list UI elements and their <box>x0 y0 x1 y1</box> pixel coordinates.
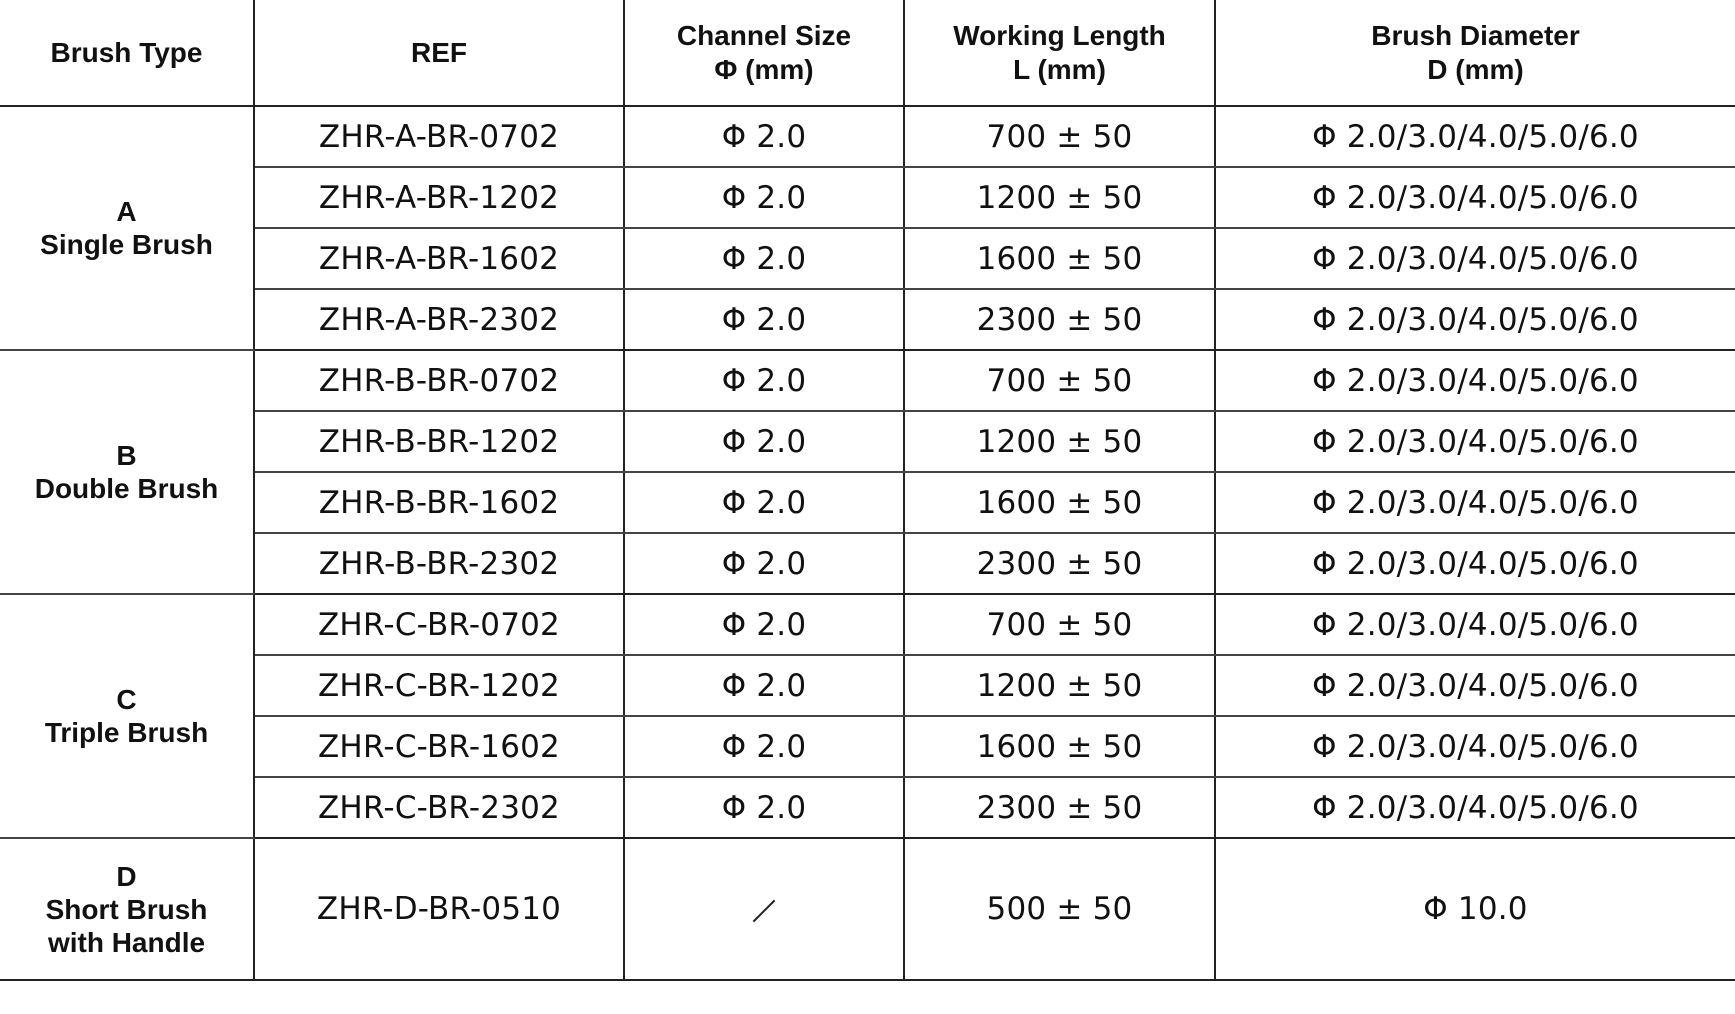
ref-cell: ZHR-B-BR-1602 <box>254 472 624 533</box>
brush-diameter-cell: Φ 2.0/3.0/4.0/5.0/6.0 <box>1215 106 1735 167</box>
brush-diameter-cell: Φ 2.0/3.0/4.0/5.0/6.0 <box>1215 228 1735 289</box>
brush-diameter-cell: Φ 2.0/3.0/4.0/5.0/6.0 <box>1215 289 1735 350</box>
ref-cell: ZHR-A-BR-0702 <box>254 106 624 167</box>
table-row <box>0 838 1735 980</box>
header-channel-size: Channel Size Φ (mm) <box>624 0 904 106</box>
brush-type-cell-b: B Double Brush <box>0 350 254 594</box>
header-ref: REF <box>254 0 624 106</box>
table-row <box>0 228 1735 289</box>
working-length-cell: 1200 ± 50 <box>904 655 1215 716</box>
brush-diameter-cell: Φ 2.0/3.0/4.0/5.0/6.0 <box>1215 472 1735 533</box>
brush-diameter-cell: Φ 2.0/3.0/4.0/5.0/6.0 <box>1215 533 1735 594</box>
table-row <box>0 594 1735 655</box>
working-length-cell: 2300 ± 50 <box>904 289 1215 350</box>
ref-cell: ZHR-C-BR-2302 <box>254 777 624 838</box>
working-length-cell: 2300 ± 50 <box>904 533 1215 594</box>
table-row <box>0 716 1735 777</box>
brush-diameter-cell: Φ 2.0/3.0/4.0/5.0/6.0 <box>1215 594 1735 655</box>
brush-diameter-cell: Φ 2.0/3.0/4.0/5.0/6.0 <box>1215 655 1735 716</box>
ref-cell: ZHR-C-BR-1202 <box>254 655 624 716</box>
channel-size-cell <box>624 838 904 980</box>
ref-cell: ZHR-A-BR-1202 <box>254 167 624 228</box>
working-length-cell: 1600 ± 50 <box>904 228 1215 289</box>
channel-size-cell: Φ 2.0 <box>624 411 904 472</box>
channel-size-cell: Φ 2.0 <box>624 716 904 777</box>
ref-cell: ZHR-D-BR-0510 <box>254 838 624 980</box>
working-length-cell: 1200 ± 50 <box>904 167 1215 228</box>
header-working-length: Working Length L (mm) <box>904 0 1215 106</box>
slash-mark <box>753 899 776 922</box>
table-row <box>0 411 1735 472</box>
working-length-cell: 1600 ± 50 <box>904 716 1215 777</box>
table-body <box>0 106 1735 980</box>
channel-size-cell: Φ 2.0 <box>624 228 904 289</box>
header-brush-type: Brush Type <box>0 0 254 106</box>
brush-type-cell-d: D Short Brush with Handle <box>0 838 254 980</box>
table-row <box>0 167 1735 228</box>
working-length-cell: 1200 ± 50 <box>904 411 1215 472</box>
working-length-cell: 1600 ± 50 <box>904 472 1215 533</box>
brush-diameter-cell: Φ 2.0/3.0/4.0/5.0/6.0 <box>1215 716 1735 777</box>
table-row <box>0 777 1735 838</box>
ref-cell: ZHR-C-BR-1602 <box>254 716 624 777</box>
table-row <box>0 289 1735 350</box>
ref-cell: ZHR-B-BR-0702 <box>254 350 624 411</box>
brush-diameter-cell: Φ 2.0/3.0/4.0/5.0/6.0 <box>1215 777 1735 838</box>
channel-size-cell: Φ 2.0 <box>624 289 904 350</box>
working-length-cell: 500 ± 50 <box>904 838 1215 980</box>
table-header <box>0 0 1735 106</box>
channel-size-cell: Φ 2.0 <box>624 777 904 838</box>
table-row <box>0 350 1735 411</box>
working-length-cell: 2300 ± 50 <box>904 777 1215 838</box>
table-row <box>0 533 1735 594</box>
channel-size-cell: Φ 2.0 <box>624 655 904 716</box>
working-length-cell: 700 ± 50 <box>904 350 1215 411</box>
working-length-cell: 700 ± 50 <box>904 594 1215 655</box>
brush-diameter-cell: Φ 2.0/3.0/4.0/5.0/6.0 <box>1215 411 1735 472</box>
brush-type-cell-c: C Triple Brush <box>0 594 254 838</box>
ref-cell: ZHR-C-BR-0702 <box>254 594 624 655</box>
header-brush-diameter: Brush Diameter D (mm) <box>1215 0 1735 106</box>
channel-size-cell: Φ 2.0 <box>624 594 904 655</box>
channel-size-cell: Φ 2.0 <box>624 533 904 594</box>
ref-cell: ZHR-B-BR-2302 <box>254 533 624 594</box>
brush-diameter-cell: Φ 2.0/3.0/4.0/5.0/6.0 <box>1215 350 1735 411</box>
channel-size-cell: Φ 2.0 <box>624 167 904 228</box>
brush-diameter-cell: Φ 2.0/3.0/4.0/5.0/6.0 <box>1215 167 1735 228</box>
ref-cell: ZHR-A-BR-2302 <box>254 289 624 350</box>
brush-type-cell-a: A Single Brush <box>0 106 254 350</box>
channel-size-cell: Φ 2.0 <box>624 350 904 411</box>
header-row <box>0 0 1735 106</box>
working-length-cell: 700 ± 50 <box>904 106 1215 167</box>
table-row <box>0 655 1735 716</box>
channel-size-cell: Φ 2.0 <box>624 472 904 533</box>
ref-cell: ZHR-A-BR-1602 <box>254 228 624 289</box>
table-row <box>0 472 1735 533</box>
brush-diameter-cell: Φ 10.0 <box>1215 838 1735 980</box>
table-row <box>0 106 1735 167</box>
channel-size-cell: Φ 2.0 <box>624 106 904 167</box>
ref-cell: ZHR-B-BR-1202 <box>254 411 624 472</box>
